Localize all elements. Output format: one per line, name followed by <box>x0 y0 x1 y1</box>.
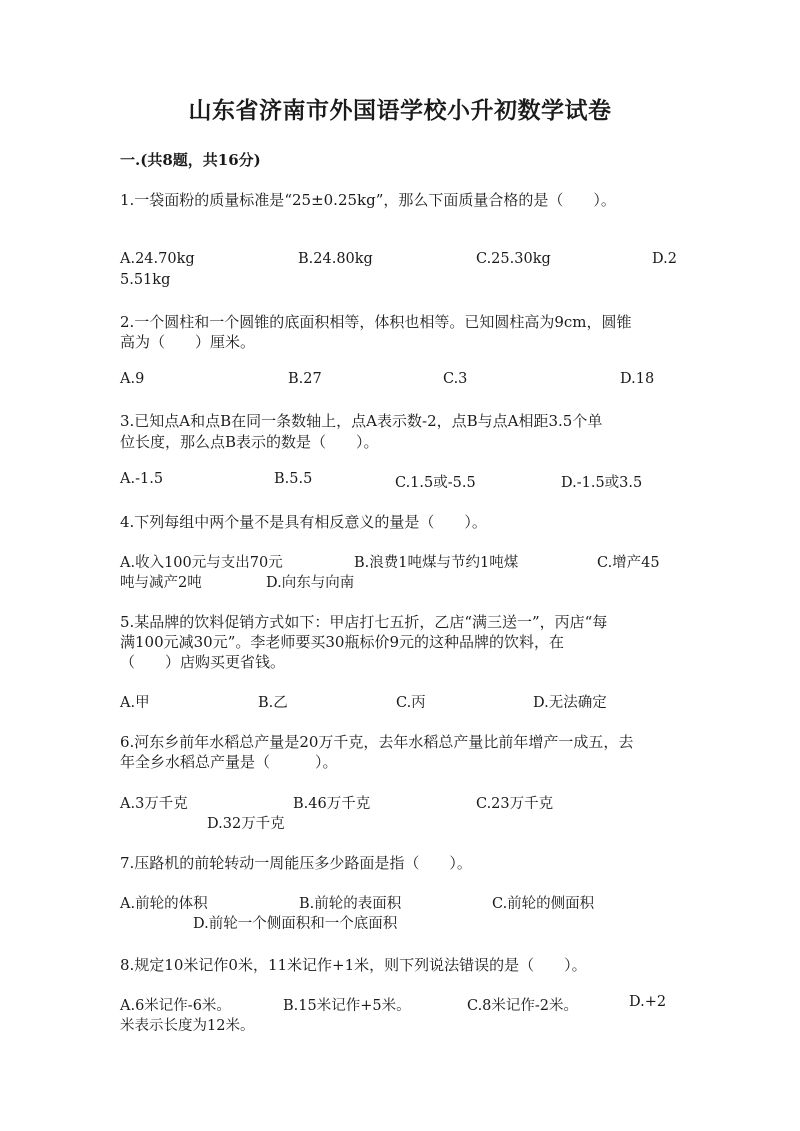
q4-stem-line-1: 4.下列每组中两个量不是具有相反意义的量是（ ）。 <box>120 513 487 531</box>
q5-option-d: D.无法确定 <box>533 695 607 711</box>
q6-stem-line-1: 6.河东乡前年水稻总产量是20万千克，去年水稻总产量比前年增产一成五，去 <box>120 733 634 751</box>
q6-option-d: D.32万千克 <box>207 816 285 832</box>
q3-option-d: D.-1.5或3.5 <box>561 475 643 491</box>
q3-option-c: C.1.5或-5.5 <box>395 475 476 491</box>
q2-option-d: D.18 <box>620 371 655 387</box>
q7-option-b: B.前轮的表面积 <box>299 896 402 912</box>
q5-stem-line-1: 5.某品牌的饮料促销方式如下：甲店打七五折，乙店“满三送一”，丙店“每 <box>120 613 608 631</box>
q8-option-d: D.+2 <box>629 994 667 1010</box>
q5-stem-line-3: （ ）店购买更省钱。 <box>120 653 286 671</box>
q2-option-b: B.27 <box>288 371 322 387</box>
q1-option-c: C.25.30kg <box>476 251 551 267</box>
q5-option-c: C.丙 <box>396 695 426 711</box>
q2-option-c: C.3 <box>443 371 468 387</box>
q2-stem-line-1: 2.一个圆柱和一个圆锥的底面积相等，体积也相等。已知圆柱高为9cm，圆锥 <box>120 313 632 331</box>
q4-option-a: A.收入100元与支出70元 <box>120 555 283 571</box>
q8-option-b: B.15米记作+5米。 <box>283 998 411 1014</box>
q4-option-b: B.浪费1吨煤与节约1吨煤 <box>354 555 519 571</box>
q8-option-a: A.6米记作-6米。 <box>120 998 231 1014</box>
page-title: 山东省济南市外国语学校小升初数学试卷 <box>188 97 612 124</box>
q2-stem-line-2: 高为（ ）厘米。 <box>120 333 256 351</box>
q8-stem-line-1: 8.规定10米记作0米，11米记作+1米，则下列说法错误的是（ ）。 <box>120 956 587 974</box>
q7-option-c: C.前轮的侧面积 <box>492 896 595 912</box>
q4-option-c-wrap: 吨与减产2吨 <box>120 575 202 591</box>
q5-stem-line-2: 满100元减30元”。李老师要买30瓶标价9元的这种品牌的饮料，在 <box>120 633 565 651</box>
q4-option-c: C.增产45 <box>597 555 660 571</box>
q1-option-b: B.24.80kg <box>298 251 373 267</box>
q4-option-d: D.向东与向南 <box>266 575 355 591</box>
section-heading: 一.(共8题，共16分) <box>120 151 261 169</box>
q7-stem-line-1: 7.压路机的前轮转动一周能压多少路面是指（ ）。 <box>120 854 472 872</box>
q6-stem-line-2: 年全乡水稻总产量是（ ）。 <box>120 753 338 771</box>
q6-option-a: A.3万千克 <box>120 796 188 812</box>
q7-option-d: D.前轮一个侧面积和一个底面积 <box>193 916 398 932</box>
q8-option-c: C.8米记作-2米。 <box>467 998 579 1014</box>
q5-option-b: B.乙 <box>258 695 288 711</box>
q1-option-d: D.2 <box>652 251 677 267</box>
q1-stem-line-1: 1.一袋面粉的质量标准是“25±0.25kg”，那么下面质量合格的是（ ）。 <box>120 191 616 209</box>
q8-option-d-wrap: 米表示长度为12米。 <box>120 1018 255 1034</box>
q7-option-a: A.前轮的体积 <box>120 896 208 912</box>
q3-stem-line-1: 3.已知点A和点B在同一条数轴上，点A表示数-2，点B与点A相距3.5个单 <box>120 412 603 430</box>
q3-stem-line-2: 位长度，那么点B表示的数是（ ）。 <box>120 433 379 451</box>
q6-option-c: C.23万千克 <box>476 796 554 812</box>
q6-option-b: B.46万千克 <box>293 796 371 812</box>
q3-option-b: B.5.5 <box>274 471 313 487</box>
q1-option-a: A.24.70kg <box>120 251 195 267</box>
q1-option-d-wrap: 5.51kg <box>120 272 171 288</box>
q2-option-a: A.9 <box>120 371 145 387</box>
q5-option-a: A.甲 <box>120 695 150 711</box>
q3-option-a: A.-1.5 <box>120 471 164 487</box>
